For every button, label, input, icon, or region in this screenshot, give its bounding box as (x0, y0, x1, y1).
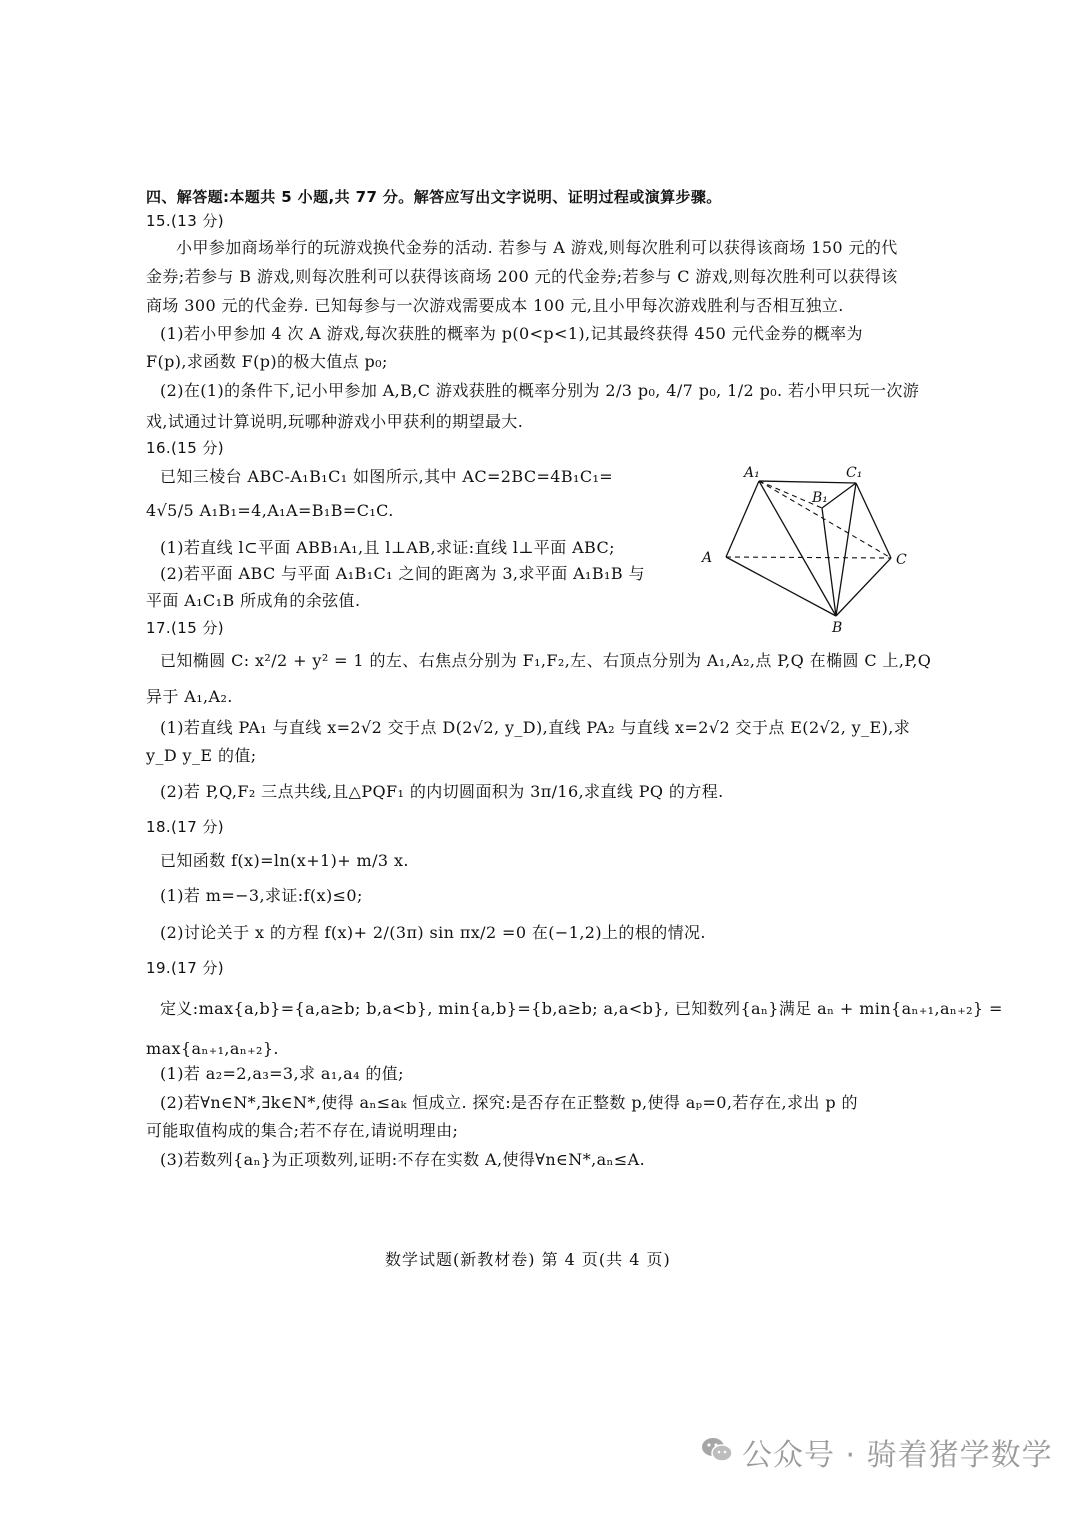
question-19-number: 19.(17 分) (146, 959, 225, 977)
q18-line-2: (1)若 m=−3,求证:f(x)≤0; (160, 886, 363, 905)
q19-line-4: (2)若∀n∈N*,∃k∈N*,使得 aₙ≤aₖ 恒成立. 探究:是否存在正整数 p,使得 aₚ=0,若存在,求出 p 的 (160, 1093, 858, 1112)
page-footer: 数学试题(新教材卷) 第 4 页(共 4 页) (385, 1250, 671, 1269)
label-C: C (896, 552, 907, 568)
q19-line-1: 定义:max{a,b}={a,a≥b; b,a<b}, min{a,b}={b,a≥b; a,a<b}, 已知数列{aₙ}满足 aₙ + min{aₙ₊₁,aₙ₊₂} = (160, 999, 1003, 1018)
edge-A1C1 (759, 481, 856, 483)
q18-line-3: (2)讨论关于 x 的方程 f(x)+ 2/(3π) sin πx/2 =0 在(−1,2)上的根的情况. (160, 923, 706, 942)
q17-line-2: 异于 A₁,A₂. (146, 687, 233, 706)
q19-line-6: (3)若数列{aₙ}为正项数列,证明:不存在实数 A,使得∀n∈N*,aₙ≤A. (160, 1150, 646, 1169)
q17-line-3: (1)若直线 PA₁ 与直线 x=2√2 交于点 D(2√2, y_D),直线 PA₂ 与直线 x=2√2 交于点 E(2√2, y_E),求 (160, 718, 911, 737)
question-17-number: 17.(15 分) (146, 619, 225, 637)
q15-line-2: 金券;若参与 B 游戏,则每次胜利可以获得该商场 200 元的代金券;若参与 C 游戏,则每次胜利可以获得该 (146, 267, 898, 286)
q15-line-4: (1)若小甲参加 4 次 A 游戏,每次获胜的概率为 p(0<p<1),记其最终获得 450 元代金券的概率为 (160, 324, 863, 343)
label-B1: B₁ (812, 490, 828, 506)
watermark (700, 1428, 1053, 1476)
q15-line-1: 小甲参加商场举行的玩游戏换代金券的活动. 若参与 A 游戏,则每次胜利可以获得该商场 150 元的代 (176, 238, 898, 257)
q15-line-6: (2)在(1)的条件下,记小甲参加 A,B,C 游戏获胜的概率分别为 2/3 p₀, 4/7 p₀, 1/2 p₀. 若小甲只玩一次游 (160, 381, 920, 400)
edge-C1C (856, 483, 891, 558)
q16-line-3: (1)若直线 l⊂平面 ABB₁A₁,且 l⊥AB,求证:直线 l⊥平面 ABC; (160, 538, 615, 557)
q19-line-3: (1)若 a₂=2,a₃=3,求 a₁,a₄ 的值; (160, 1064, 404, 1083)
label-B: B (832, 620, 843, 634)
edge-BC (836, 558, 891, 616)
q16-line-2: 4√5/5 A₁B₁=4,A₁A=B₁B=C₁C. (146, 501, 394, 520)
section-heading: 四、解答题:本题共 5 小题,共 77 分。解答应写出文字说明、证明过程或演算步骤。 (146, 188, 722, 206)
q17-line-4: y_D y_E 的值; (146, 746, 257, 765)
q17-line-5: (2)若 P,Q,F₂ 三点共线,且△PQF₁ 的内切圆面积为 3π/16,求直线 PQ 的方程. (160, 782, 724, 801)
question-15-number: 15.(13 分) (146, 212, 225, 230)
question-16-number: 16.(15 分) (146, 439, 225, 457)
q15-line-3: 商场 300 元的代金券. 已知每参与一次游戏需要成本 100 元,且小甲每次游戏胜利与否相互独立. (146, 296, 844, 315)
q16-line-4: (2)若平面 ABC 与平面 A₁B₁C₁ 之间的距离为 3,求平面 A₁B₁B 与 (160, 564, 645, 583)
frustum-figure (696, 462, 926, 634)
q19-line-5: 可能取值构成的集合;若不存在,请说明理由; (146, 1121, 459, 1140)
q15-line-7: 戏,试通过计算说明,玩哪种游戏小甲获利的期望最大. (146, 412, 524, 431)
q16-line-5: 平面 A₁C₁B 所成角的余弦值. (146, 591, 361, 610)
watermark-text: 公众号 · 骑着猪学数学 (742, 1438, 1053, 1473)
question-18-number: 18.(17 分) (146, 818, 225, 836)
q16-line-1: 已知三棱台 ABC-A₁B₁C₁ 如图所示,其中 AC=2BC=4B₁C₁= (160, 467, 614, 486)
q18-line-1: 已知函数 f(x)=ln(x+1)+ m/3 x. (160, 851, 409, 870)
edge-AC-hidden (726, 557, 891, 558)
edge-AA1 (726, 481, 759, 557)
label-A: A (702, 550, 713, 566)
edge-B1B (822, 508, 836, 616)
edge-C1B (836, 483, 856, 616)
wechat-icon (700, 1435, 734, 1469)
label-C1: C₁ (846, 465, 863, 481)
q15-line-5: F(p),求函数 F(p)的极大值点 p₀; (146, 352, 388, 371)
q19-line-2: max{aₙ₊₁,aₙ₊₂}. (146, 1039, 279, 1058)
label-A1: A₁ (744, 465, 760, 481)
q17-line-1: 已知椭圆 C: x²/2 + y² = 1 的左、右焦点分别为 F₁,F₂,左、右顶点分别为 A₁,A₂,点 P,Q 在椭圆 C 上,P,Q (160, 651, 932, 670)
